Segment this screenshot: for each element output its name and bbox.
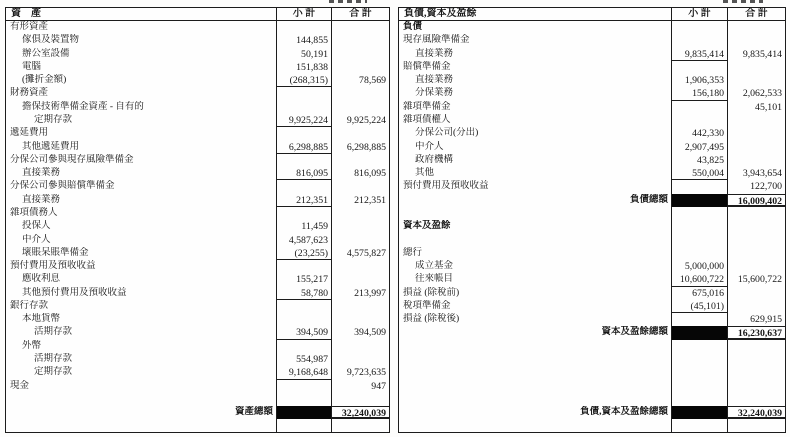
total-cell (728, 114, 785, 127)
subtotal-cell (276, 313, 332, 326)
assets-table-body (6, 21, 389, 433)
total-cell (728, 21, 785, 34)
row-label: 應收利息 (22, 274, 61, 285)
row-label (399, 380, 671, 393)
assets-header-label: 資 產 (11, 8, 41, 19)
subtotal-cell: (45,101) (671, 300, 728, 313)
liabilities-capital-table (398, 7, 786, 433)
subtotal-cell: 4,587,623 (276, 234, 332, 247)
subtotal-cell: 9,835,414 (671, 48, 728, 61)
liabilities-table-body (399, 21, 785, 433)
subtotal-cell (276, 406, 332, 419)
scan-artifact-clipped-text (723, 0, 763, 3)
assets-table-header (6, 8, 389, 21)
row-label: 直接業務 (415, 48, 454, 59)
subtotal-cell: 1,906,353 (671, 74, 728, 87)
subtotal-cell: (268,315) (276, 74, 332, 87)
row-label: 有形資產 (10, 22, 49, 32)
subtotal-cell (671, 21, 728, 34)
subtotal-cell (671, 207, 728, 220)
subtotal-cell (276, 340, 332, 353)
row-label: 銀行存款 (10, 300, 49, 311)
row-label: 預付費用及預收收益 (10, 261, 96, 272)
row-label: 財務資產 (10, 88, 49, 99)
subtotal-cell: 9,925,224 (276, 114, 332, 127)
subtotal-cell (276, 87, 332, 100)
total-cell (332, 393, 389, 406)
total-cell: 212,351 (354, 194, 386, 206)
total-cell (728, 220, 785, 233)
total-cell: 2,062,533 (742, 88, 782, 100)
subtotal-cell (671, 101, 728, 114)
total-cell: 6,298,885 (346, 141, 386, 153)
row-label: 直接業務 (22, 168, 61, 179)
subtotal-cell: 156,180 (671, 87, 728, 100)
subtotal-cell (671, 220, 728, 233)
subtotal-cell (276, 419, 332, 432)
subtotal-cell: 58,780 (276, 287, 332, 300)
total-cell: 947 (371, 380, 386, 392)
row-label: 損益 (除稅前) (403, 287, 460, 298)
total-cell (728, 419, 785, 432)
subtotal-cell (671, 313, 728, 326)
total-cell: 15,600,722 (737, 274, 782, 286)
total-cell (332, 340, 389, 353)
row-label: 雜項準備金 (403, 101, 451, 112)
total-cell: 122,700 (750, 181, 782, 193)
row-label: 本地貨幣 (22, 314, 61, 325)
row-label (6, 419, 276, 432)
row-label (6, 393, 276, 406)
subtotal-cell: 43,825 (671, 154, 728, 167)
row-label: (攤折金額) (22, 75, 67, 86)
row-label: 壞賬呆賬準備金 (22, 247, 89, 258)
total-cell: 3,943,654 (742, 168, 782, 180)
subtotal-cell (276, 380, 332, 393)
subtotal-cell (276, 207, 332, 220)
row-label: 活期存款 (34, 327, 73, 338)
row-label (399, 366, 671, 379)
total-cell (728, 353, 785, 366)
row-label: 雜項債務人 (10, 207, 58, 218)
subtotal-cell: 442,330 (671, 127, 728, 140)
total-cell (332, 220, 389, 233)
row-label: 賠償準備金 (403, 61, 451, 72)
assets-table (5, 7, 390, 433)
total-cell: 16,009,402 (728, 194, 785, 207)
subtotal-cell (671, 353, 728, 366)
row-label: 政府機構 (415, 154, 454, 165)
subtotal-cell: 5,000,000 (671, 260, 728, 273)
total-cell: 4,575,827 (346, 247, 386, 259)
total-cell: 816,095 (354, 168, 386, 180)
row-label: 電腦 (22, 61, 42, 72)
row-label: 辦公室設備 (22, 48, 70, 59)
total-cell (332, 313, 389, 326)
row-label: 成立基金 (415, 261, 454, 272)
total-cell (728, 366, 785, 379)
subtotal-cell: 144,855 (276, 34, 332, 47)
row-label: 擔保技術準備金資產 - 自有的 (22, 101, 144, 112)
total-cell (332, 207, 389, 220)
row-label: 其他 (415, 168, 435, 179)
row-label: 損益 (除稅後) (403, 314, 460, 325)
total-cell (728, 300, 785, 313)
total-cell (728, 247, 785, 260)
row-label (399, 419, 671, 432)
subtotal-cell: 550,004 (671, 167, 728, 180)
total-cell: 629,915 (750, 314, 782, 326)
total-cell (728, 380, 785, 393)
row-label: 分保業務 (415, 88, 454, 99)
total-column-header: 合 計 (349, 8, 372, 19)
row-label: 中介人 (22, 234, 51, 245)
row-label: 資產總額 (234, 407, 273, 418)
subtotal-cell (671, 419, 728, 432)
subtotal-cell: 394,509 (276, 326, 332, 339)
total-cell: 78,569 (359, 75, 386, 87)
row-label: 分保公司參與現存風險準備金 (10, 154, 134, 165)
total-cell (332, 273, 389, 286)
total-cell (332, 61, 389, 74)
total-cell (332, 127, 389, 140)
total-cell (728, 154, 785, 167)
subtotal-cell (671, 234, 728, 247)
subtotal-cell (671, 366, 728, 379)
subtotal-cell (671, 114, 728, 127)
subtotal-cell (671, 340, 728, 353)
total-cell: 16,230,637 (728, 326, 785, 339)
subtotal-cell: 155,217 (276, 273, 332, 286)
total-cell: 45,101 (755, 101, 782, 113)
total-cell (728, 127, 785, 140)
scan-artifact-clipped-text (329, 0, 367, 3)
row-label: 負債 (403, 22, 423, 32)
subtotal-cell: 212,351 (276, 194, 332, 207)
row-label (399, 234, 671, 247)
total-cell: 32,240,039 (332, 406, 389, 419)
row-label: 資本及盈餘 (403, 221, 451, 232)
row-label (399, 393, 671, 406)
subtotal-cell (276, 154, 332, 167)
row-label: 直接業務 (22, 194, 61, 205)
subtotal-cell: 554,987 (276, 353, 332, 366)
total-column-header: 合 計 (745, 8, 768, 19)
subtotal-cell (276, 260, 332, 273)
total-cell (332, 48, 389, 61)
total-cell: 9,835,414 (742, 48, 782, 60)
row-label: 定期存款 (34, 114, 73, 125)
total-cell (728, 34, 785, 47)
total-cell (728, 234, 785, 247)
total-cell (728, 340, 785, 353)
row-label: 其他預付費用及預收收益 (22, 287, 127, 298)
subtotal-cell: 50,191 (276, 48, 332, 61)
row-label: 投保人 (22, 221, 51, 232)
subtotal-cell (276, 393, 332, 406)
total-cell: 213,997 (354, 287, 386, 299)
total-cell (332, 21, 389, 34)
subtotal-cell (671, 247, 728, 260)
subtotal-cell: 9,168,648 (276, 366, 332, 379)
subtotal-column-header: 小 計 (276, 8, 332, 20)
row-label: 活期存款 (34, 354, 73, 365)
row-label: 負債,資本及盈餘總額 (580, 407, 668, 418)
total-cell: 32,240,039 (728, 406, 785, 419)
total-cell (332, 234, 389, 247)
total-cell (332, 180, 389, 193)
row-label: 總行 (403, 247, 423, 258)
total-cell: 9,723,635 (346, 367, 386, 379)
subtotal-cell (671, 180, 728, 193)
row-label: 稅項準備金 (403, 300, 451, 311)
total-cell: 394,509 (354, 327, 386, 339)
row-label: 遞延費用 (10, 128, 49, 139)
liabilities-header-label: 負債,資本及盈餘 (404, 8, 477, 19)
subtotal-cell (276, 127, 332, 140)
row-label: 外幣 (22, 340, 42, 351)
row-label: 中介人 (415, 141, 444, 152)
subtotal-cell (671, 393, 728, 406)
subtotal-cell: 6,298,885 (276, 141, 332, 154)
total-cell (728, 260, 785, 273)
subtotal-cell (276, 180, 332, 193)
total-cell (332, 300, 389, 313)
subtotal-column-header: 小 計 (671, 8, 728, 20)
row-label (399, 207, 671, 220)
row-label: 現金 (10, 380, 30, 391)
row-label: 負債總額 (629, 194, 668, 205)
subtotal-cell: 10,600,722 (671, 273, 728, 286)
subtotal-cell (671, 34, 728, 47)
subtotal-cell: 11,459 (276, 220, 332, 233)
subtotal-cell (276, 21, 332, 34)
liabilities-table-header (399, 8, 785, 21)
total-cell (332, 87, 389, 100)
subtotal-cell (276, 300, 332, 313)
subtotal-cell (671, 326, 728, 339)
total-cell (332, 154, 389, 167)
total-cell (728, 207, 785, 220)
total-cell (728, 287, 785, 300)
total-cell (728, 61, 785, 74)
subtotal-cell (671, 61, 728, 74)
total-cell (332, 260, 389, 273)
total-cell (728, 393, 785, 406)
subtotal-cell: 675,016 (671, 287, 728, 300)
row-label: 直接業務 (415, 75, 454, 86)
row-label: 分保公司(分出) (415, 128, 479, 139)
row-label: 往來帳目 (415, 274, 454, 285)
total-cell (332, 419, 389, 432)
row-label: 其他遞延費用 (22, 141, 80, 152)
total-cell (332, 101, 389, 114)
subtotal-cell: 2,907,495 (671, 141, 728, 154)
subtotal-cell: 151,838 (276, 61, 332, 74)
row-label: 傢俱及裝置物 (22, 35, 80, 46)
subtotal-cell (671, 194, 728, 207)
row-label (399, 353, 671, 366)
subtotal-cell: 816,095 (276, 167, 332, 180)
row-label (399, 340, 671, 353)
subtotal-cell: (23,255) (276, 247, 332, 260)
row-label: 預付費用及預收收益 (403, 181, 489, 192)
total-cell (728, 141, 785, 154)
total-cell: 9,925,224 (346, 114, 386, 126)
subtotal-cell (276, 101, 332, 114)
subtotal-cell (671, 406, 728, 419)
row-label: 現存風險準備金 (403, 35, 470, 46)
row-label: 定期存款 (34, 367, 73, 378)
total-cell (332, 353, 389, 366)
total-cell (332, 34, 389, 47)
row-label: 分保公司參與賠償準備金 (10, 181, 115, 192)
row-label: 雜項債權人 (403, 114, 451, 125)
row-label: 資本及盈餘總額 (601, 327, 668, 338)
subtotal-cell (671, 380, 728, 393)
total-cell (728, 74, 785, 87)
